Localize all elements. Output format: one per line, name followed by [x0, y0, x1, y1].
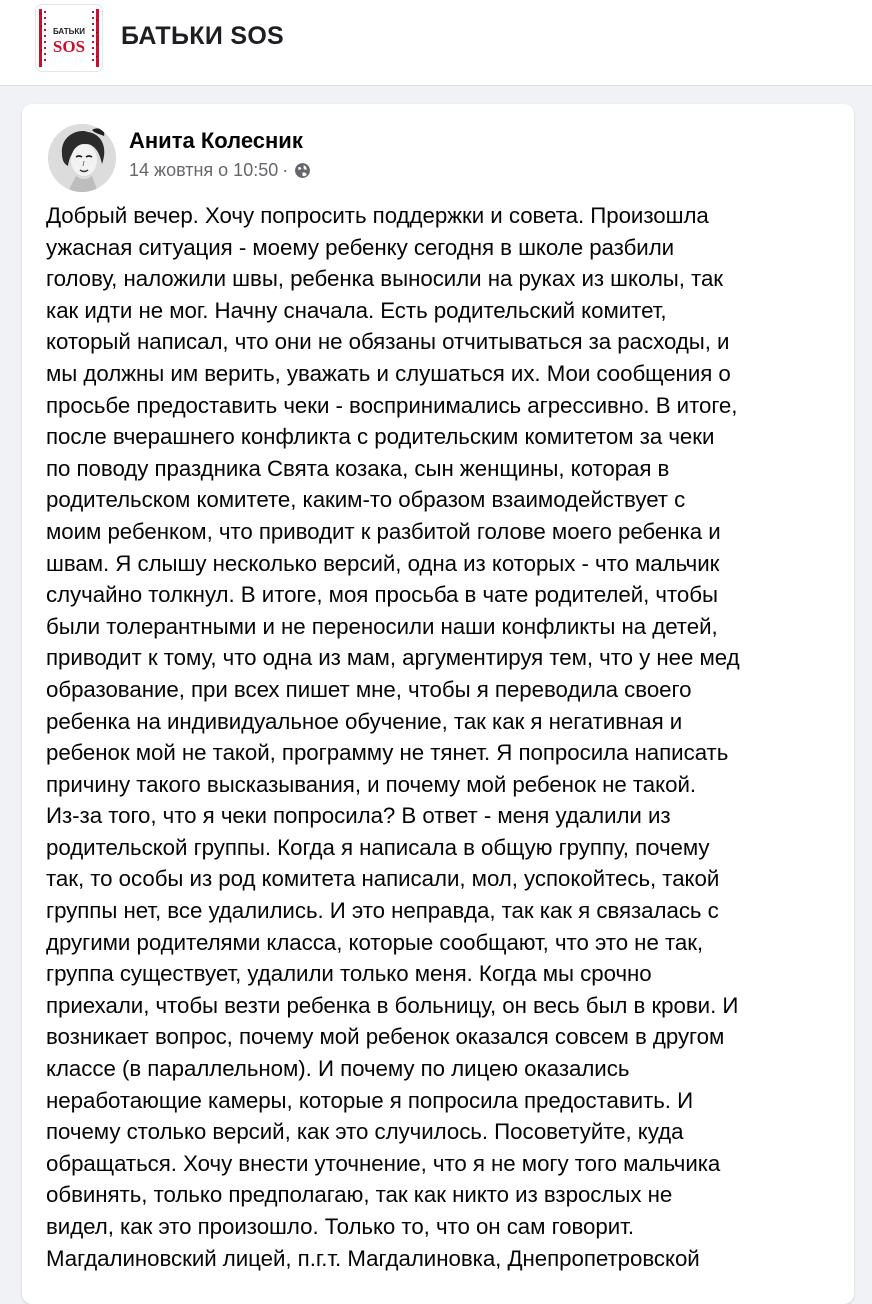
meta-separator: ·: [282, 160, 289, 180]
author-name[interactable]: Анита Колесник: [129, 128, 303, 153]
group-name[interactable]: БАТЬКИ SOS: [121, 22, 285, 50]
group-logo-icon[interactable]: [36, 5, 102, 71]
globe-icon[interactable]: [294, 162, 311, 179]
post-card: [22, 104, 854, 1304]
author-avatar[interactable]: [48, 124, 116, 192]
group-header: [0, 0, 872, 86]
post-body-text: Добрый вечер. Хочу попросить поддержки и совета. Произошла ужасная ситуация - моему ребенку сегодня в школе разбили голову, наложили швы, ребенка выносили на руках из школы, так как идти не мог. Начну сначала. Есть родительский комитет, который написал, что они не обязаны отчитываться за расходы, и мы должны им верить, уважать и слушаться их. Мои сообщения о просьбе предоставить чеки - воспринимались агрессивно. В итоге, после вчерашнего конфликта с родительским комитетом за чеки по поводу праздника Свята козака, сын женщины, которая в родительском комитете, каким-то образом взаимодействует с моим ребенком, что приводит к разбитой голове моего ребенка и швам. Я слышу несколько версий, одна из которых - что мальчик случайно толкнул. В итоге, моя просьба в чате родителей, чтобы были толерантными и не переносили наши конфликты на детей, приводит к тому, что одна из мам, аргументируя тем, что у нее мед образование, при всех пишет мне, чтобы я переводила своего ребенка на индивидуальное обучение, так как я негативная и ребенок мой не такой, программу не тянет. Я попросила написать причину такого высказывания, и почему мой ребенок не такой. Из-за того, что я чеки попросила? В ответ - меня удалили из родительской группы. Когда я написала в общую группу, почему так, то особы из род комитета написали, мол, успокойтесь, такой группы нет, все удалились. И это неправда, так как я связалась с другими родителями класса, которые сообщают, что это не так, группа существует, удалили только меня. Когда мы срочно приехали, чтобы везти ребенка в больницу, он весь был в крови. И возникает вопрос, почему мой ребенок оказался совсем в другом классе (в параллельном). И почему по лицею оказались неработающие камеры, которые я попросила предоставить. И почему столько версий, как это случилось. Посоветуйте, куда обращаться. Хочу внести уточнение, что я не могу того мальчика обвинять, только предполагаю, так как никто из взрослых не видел, как это произошло. Только то, что он сам говорит. Магдалиновский лицей, п.г.т. Магдалиновка, Днепропетровской: [46, 203, 740, 1271]
logo-text-top: БАТЬКИ: [52, 27, 86, 36]
post-meta: [129, 160, 311, 181]
post-date[interactable]: 14 жовтня о 10:50: [129, 160, 279, 180]
logo-text-bottom: SOS: [52, 37, 86, 56]
